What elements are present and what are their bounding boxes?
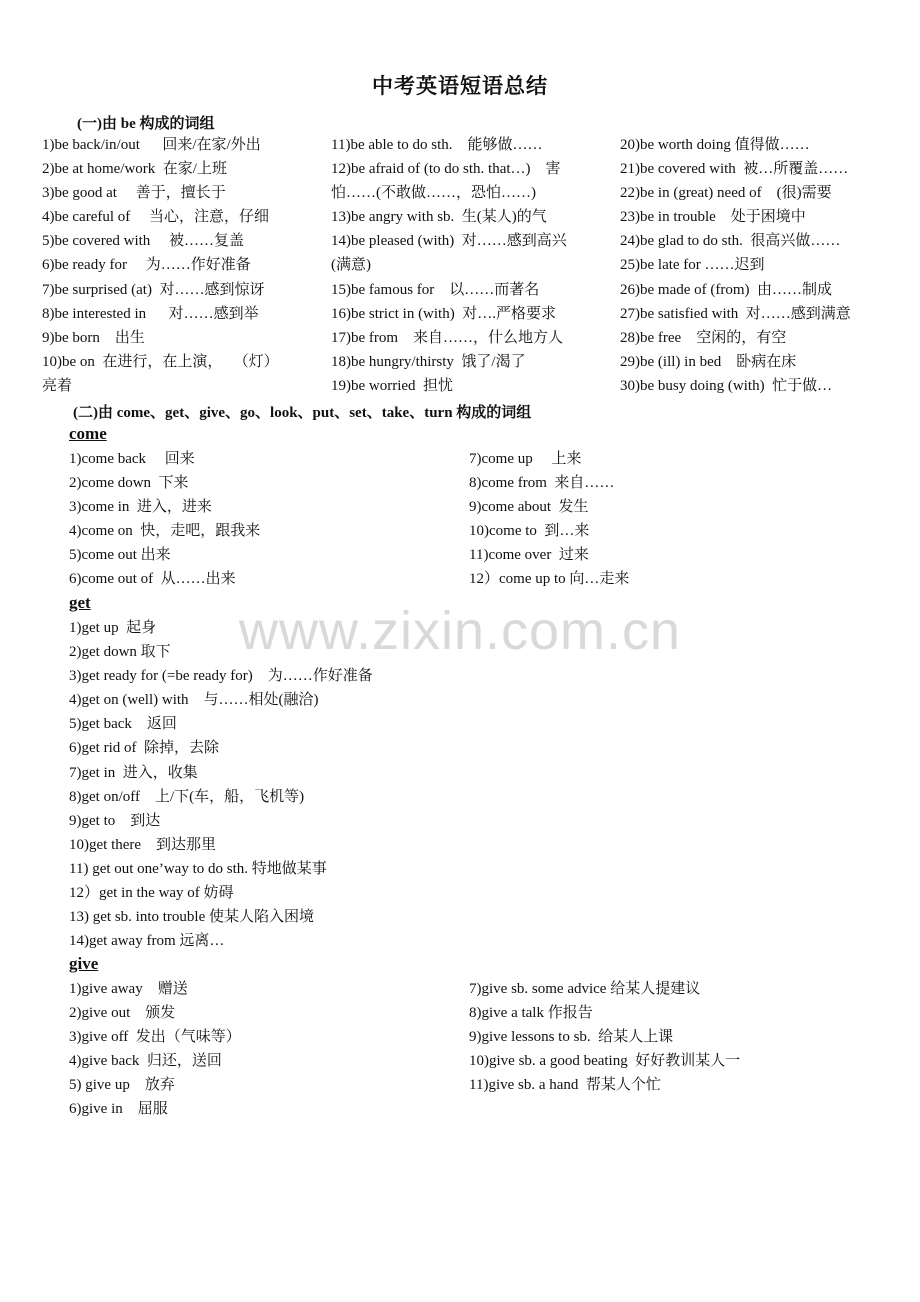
phrase-line: 8)get on/off 上/下(车，船，飞机等) bbox=[69, 788, 305, 805]
phrase-line: 6)be ready for 为……作好准备 bbox=[42, 257, 251, 274]
section-heading-verbs: (二)由 come、get、give、go、look、put、set、take、turn 构成的词组 bbox=[73, 405, 532, 421]
be-phrases-column-1 bbox=[42, 133, 279, 398]
phrase-line: 18)be hungry/thirsty 饿了/渴了 bbox=[331, 353, 526, 370]
phrase-line: 10)get there 到达那里 bbox=[69, 836, 217, 853]
phrase-line: 3)come in 进入，进来 bbox=[69, 499, 212, 516]
phrase-line: 12）come up to 向…走来 bbox=[469, 571, 630, 588]
phrase-line: (满意) bbox=[331, 257, 371, 274]
phrase-line: 7)get in 进入，收集 bbox=[69, 764, 198, 781]
phrase-line: 9)come about 发生 bbox=[469, 499, 589, 516]
phrase-line: 11)be able to do sth. 能够做…… bbox=[331, 137, 543, 153]
phrase-line: 1)get up 起身 bbox=[69, 620, 157, 636]
give-phrases-right bbox=[469, 977, 740, 1097]
phrase-line: 2)give out 颁发 bbox=[69, 1005, 176, 1022]
phrase-line: 5) give up 放弃 bbox=[69, 1077, 175, 1094]
phrase-line: 7)give sb. some advice 给某人提建议 bbox=[469, 981, 701, 997]
phrase-line: 29)be (ill) in bed 卧病在床 bbox=[620, 353, 797, 370]
category-label-get: get bbox=[69, 593, 91, 612]
phrase-line: 4)give back 归还，送回 bbox=[69, 1053, 222, 1070]
phrase-line: 3)give off 发出（气味等） bbox=[69, 1029, 241, 1046]
phrase-line: 8)give a talk 作报告 bbox=[469, 1005, 593, 1022]
phrase-line: 13)be angry with sb. 生(某人)的气 bbox=[331, 209, 547, 226]
phrase-line: 1)come back 回来 bbox=[69, 451, 195, 467]
phrase-line: 2)be at home/work 在家/上班 bbox=[42, 161, 227, 178]
be-phrases-column-3 bbox=[620, 133, 851, 398]
phrase-line: 6)give in 屈服 bbox=[69, 1101, 168, 1118]
phrase-line: 12)be afraid of (to do sth. that…) 害 bbox=[331, 161, 561, 178]
phrase-line: 15)be famous for 以……而著名 bbox=[331, 281, 540, 298]
phrase-line: 10)give sb. a good beating 好好教训某人一 bbox=[469, 1053, 741, 1070]
come-phrases-right bbox=[469, 447, 629, 592]
phrase-line: 24)be glad to do sth. 很高兴做…… bbox=[620, 233, 841, 250]
phrase-line: 20)be worth doing 值得做…… bbox=[620, 137, 810, 153]
phrase-line: 6)come out of 从……出来 bbox=[69, 571, 236, 588]
phrase-line: 25)be late for ……迟到 bbox=[620, 257, 765, 274]
phrase-line: 21)be covered with 被…所覆盖…… bbox=[620, 161, 849, 178]
phrase-line: 3)get ready for (=be ready for) 为……作好准备 bbox=[69, 668, 373, 685]
come-phrases-left bbox=[69, 447, 260, 592]
phrase-line: 14)be pleased (with) 对……感到高兴 bbox=[331, 233, 567, 250]
category-label-come: come bbox=[69, 424, 107, 443]
phrase-line: 14)get away from 远离… bbox=[69, 933, 225, 950]
page-title: 中考英语短语总结 bbox=[372, 74, 548, 98]
phrase-line: 19)be worried 担忧 bbox=[331, 377, 454, 394]
phrase-line: 9)get to 到达 bbox=[69, 812, 161, 829]
phrase-line: 13) get sb. into trouble 使某人陷入困境 bbox=[69, 909, 314, 926]
phrase-line: 9)give lessons to sb. 给某人上课 bbox=[469, 1029, 674, 1046]
give-phrases-left bbox=[69, 977, 241, 1122]
phrase-line: 4)get on (well) with 与……相处(融洽) bbox=[69, 692, 319, 709]
phrase-line: 11) get out one’way to do sth. 特地做某事 bbox=[69, 860, 327, 877]
get-phrases bbox=[69, 616, 373, 953]
phrase-line: 4)be careful of 当心，注意，仔细 bbox=[42, 209, 270, 226]
phrase-line: 2)come down 下来 bbox=[69, 475, 189, 492]
phrase-line: 6)get rid of 除掉，去除 bbox=[69, 740, 219, 757]
phrase-line: 2)get down 取下 bbox=[69, 644, 171, 661]
phrase-line: 11)give sb. a hand 帮某人个忙 bbox=[469, 1077, 661, 1094]
phrase-line: 10)come to 到…来 bbox=[469, 523, 590, 540]
phrase-line: 4)come on 快，走吧，跟我来 bbox=[69, 523, 261, 540]
phrase-line: 30)be busy doing (with) 忙于做… bbox=[620, 377, 833, 394]
watermark: www.zixin.com.cn bbox=[238, 601, 682, 661]
phrase-line: 9)be born 出生 bbox=[42, 329, 145, 346]
phrase-line: 1)give away 赠送 bbox=[69, 981, 188, 997]
phrase-line: 3)be good at 善于，擅长于 bbox=[42, 185, 226, 202]
phrase-line: 11)come over 过来 bbox=[469, 547, 589, 564]
phrase-line: 怕……(不敢做……，恐怕……) bbox=[331, 185, 536, 202]
phrase-line: 27)be satisfied with 对……感到满意 bbox=[620, 305, 851, 322]
phrase-line: 10)be on 在进行，在上演， （灯） bbox=[42, 353, 279, 370]
phrase-line: 26)be made of (from) 由……制成 bbox=[620, 281, 833, 298]
phrase-line: 12）get in the way of 妨碍 bbox=[69, 885, 234, 902]
phrase-line: 8)be interested in 对……感到举 bbox=[42, 305, 259, 322]
phrase-line: 16)be strict in (with) 对….严格要求 bbox=[331, 305, 556, 322]
be-phrases-column-2 bbox=[331, 133, 567, 398]
phrase-line: 5)get back 返回 bbox=[69, 716, 177, 733]
phrase-line: 5)come out 出来 bbox=[69, 547, 171, 564]
section-heading-be: (一)由 be 构成的词组 bbox=[77, 116, 215, 132]
phrase-line: 7)be surprised (at) 对……感到惊讶 bbox=[42, 281, 265, 298]
phrase-line: 22)be in (great) need of (很)需要 bbox=[620, 185, 832, 202]
phrase-line: 5)be covered with 被……复盖 bbox=[42, 233, 245, 250]
phrase-line: 8)come from 来自…… bbox=[469, 475, 615, 492]
category-label-give: give bbox=[69, 954, 99, 973]
phrase-line: 28)be free 空闲的，有空 bbox=[620, 329, 787, 346]
phrase-line: 1)be back/in/out 回来/在家/外出 bbox=[42, 137, 261, 153]
phrase-line: 23)be in trouble 处于困境中 bbox=[620, 209, 806, 226]
phrase-line: 亮着 bbox=[42, 377, 73, 394]
phrase-line: 17)be from 来自……，什么地方人 bbox=[331, 329, 564, 346]
phrase-line: 7)come up 上来 bbox=[469, 451, 582, 467]
